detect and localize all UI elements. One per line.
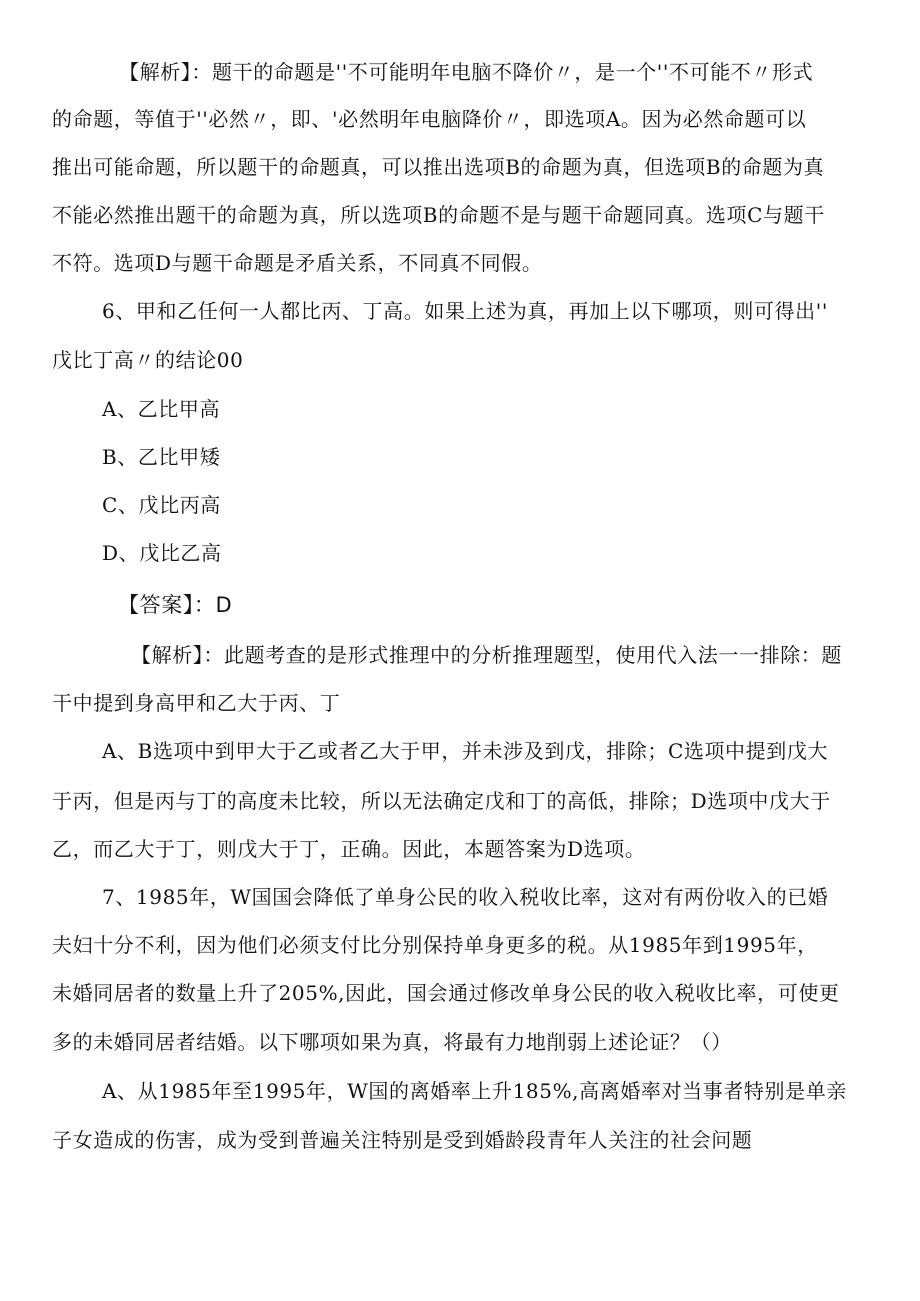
option-a-continued: 子女造成的伤害，成为受到普遍关注特别是受到婚龄段青年人关注的社会问题 — [52, 1128, 753, 1152]
explanation-line: 于丙，但是丙与丁的高度未比较，所以无法确定戊和丁的高低，排除；D选项中戊大于 — [52, 789, 831, 813]
answer-label: 【答案】：D — [118, 593, 233, 617]
explanation-line: 不能必然推出题干的命题为真，所以选项B的命题不是与题干命题同真。选项C与题干 — [52, 203, 825, 227]
explanation-line: 不符。选项D与题干命题是矛盾关系，不同真不同假。 — [52, 251, 543, 275]
explanation-line: 乙，而乙大于丁，则戊大于丁，正确。因此，本题答案为D选项。 — [52, 837, 646, 861]
explanation-line: A、B选项中到甲大于乙或者乙大于甲，并未涉及到戊，排除；C选项中提到戊大 — [102, 739, 829, 763]
question-text: 6、甲和乙任何一人都比丙、丁高。如果上述为真，再加上以下哪项，则可得出'' — [102, 299, 828, 323]
question-text: 多的未婚同居者结婚。以下哪项如果为真，将最有力地削弱上述论证？（） — [52, 1030, 732, 1054]
option-a: A、从1985年至1995年，W国的离婚率上升185%,高离婚率对当事者特别是单亲 — [102, 1079, 847, 1103]
explanation-line: 干中提到身高甲和乙大于丙、丁 — [52, 691, 341, 715]
explanation-line: 推出可能命题，所以题干的命题真，可以推出选项B的命题为真，但选项B的命题为真 — [52, 155, 825, 179]
question-text: 夫妇十分不利，因为他们必须支付比分别保持单身更多的税。从1985年到1995年， — [52, 933, 818, 957]
question-text: 7、1985年，W国国会降低了单身公民的收入税收比率，这对有两份收入的已婚 — [102, 885, 829, 909]
explanation-line: 【解析】：题干的命题是''不可能明年电脑不降价〃，是一个''不可能不〃形式 — [119, 60, 814, 84]
explanation-line: 【解析】：此题考查的是形式推理中的分析推理题型，使用代入法一一排除：题 — [131, 643, 842, 667]
option-c: C、戊比丙高 — [102, 493, 221, 517]
explanation-line: 的命题，等值于''必然〃，即、'必然明年电脑降价〃，即选项A。因为必然命题可以 — [52, 107, 807, 131]
option-b: B、乙比甲矮 — [102, 445, 221, 469]
option-a: A、乙比甲高 — [102, 397, 221, 421]
question-text: 未婚同居者的数量上升了205%,因此，国会通过修改单身公民的收入税收比率，可使更 — [52, 981, 840, 1005]
question-text: 戊比丁高〃的结论00 — [52, 348, 244, 372]
option-d: D、戊比乙高 — [102, 541, 222, 565]
